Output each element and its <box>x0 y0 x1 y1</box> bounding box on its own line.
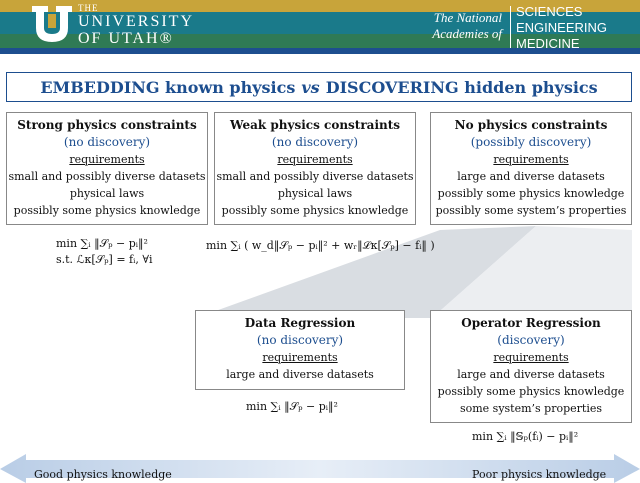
title-part2: DISCOVERING hidden physics <box>325 77 598 97</box>
card-item: some system’s properties <box>459 402 603 415</box>
academies-title-line2: Academies of <box>432 26 502 41</box>
card-subtitle: (no discovery) <box>256 333 344 347</box>
formula-strong-constraint: s.t. ℒκ[𝒮ₚ] = fᵢ, ∀i <box>56 253 153 266</box>
academies-line-medicine: MEDICINE <box>516 36 580 51</box>
university-the: THE <box>78 3 99 13</box>
card-data-regression <box>195 310 405 390</box>
formula-operator-regression: min ∑ᵢ ‖𝕊ₚ(fᵢ) − pᵢ‖² <box>472 430 579 443</box>
card-title: Strong physics constraints <box>17 118 197 132</box>
formula-data-regression: min ∑ᵢ ‖𝒮ₚ − pᵢ‖² <box>246 400 338 413</box>
card-item: possibly some physics knowledge <box>221 204 409 217</box>
card-no-constraints <box>430 112 632 225</box>
card-subtitle: (no discovery) <box>271 135 359 149</box>
title-part1: EMBEDDING known physics <box>40 77 296 97</box>
card-item: possibly some physics knowledge <box>437 385 625 398</box>
arrow-right-label: Poor physics knowledge <box>472 468 607 481</box>
card-requirements-label: requirements <box>69 153 145 166</box>
card-item: large and diverse datasets <box>457 170 605 183</box>
academies-line-sciences: SCIENCES <box>516 4 583 19</box>
card-item: small and possibly diverse datasets <box>8 170 206 183</box>
arrow-left-label: Good physics knowledge <box>34 468 172 481</box>
page-title <box>6 72 632 102</box>
card-requirements-label: requirements <box>277 153 353 166</box>
university-of: OF UTAH® <box>78 30 174 47</box>
academies-line-engineering: ENGINEERING <box>516 20 608 35</box>
card-weak-constraints <box>214 112 416 225</box>
card-title: Operator Regression <box>461 316 601 330</box>
card-item: small and possibly diverse datasets <box>216 170 414 183</box>
university-name: UNIVERSITY <box>78 13 194 30</box>
formula-strong-objective: min ∑ᵢ ‖𝒮ₚ − pᵢ‖² <box>56 237 148 250</box>
card-subtitle: (possibly discovery) <box>470 135 592 149</box>
academies-title-line1: The National <box>433 10 502 25</box>
card-strong-constraints <box>6 112 208 225</box>
title-vs: vs <box>301 77 320 97</box>
card-subtitle: (discovery) <box>497 333 565 347</box>
card-item: physical laws <box>277 187 353 200</box>
formula-weak: min ∑ᵢ ( w_d‖𝒮ₚ − pᵢ‖² + wᵣ‖ℒκ[𝒮ₚ] − fᵢ‖ ) <box>206 239 435 252</box>
card-item: physical laws <box>69 187 145 200</box>
card-operator-regression <box>430 310 632 423</box>
card-subtitle: (no discovery) <box>63 135 151 149</box>
card-requirements-label: requirements <box>262 351 338 364</box>
card-title: No physics constraints <box>454 118 608 132</box>
card-item: large and diverse datasets <box>457 368 605 381</box>
card-requirements-label: requirements <box>493 351 569 364</box>
card-requirements-label: requirements <box>493 153 569 166</box>
card-item: possibly some system’s properties <box>435 204 627 217</box>
card-title: Data Regression <box>244 316 356 330</box>
card-item: large and diverse datasets <box>226 368 374 381</box>
card-title: Weak physics constraints <box>229 118 401 132</box>
card-item: possibly some physics knowledge <box>437 187 625 200</box>
card-item: possibly some physics knowledge <box>13 204 201 217</box>
